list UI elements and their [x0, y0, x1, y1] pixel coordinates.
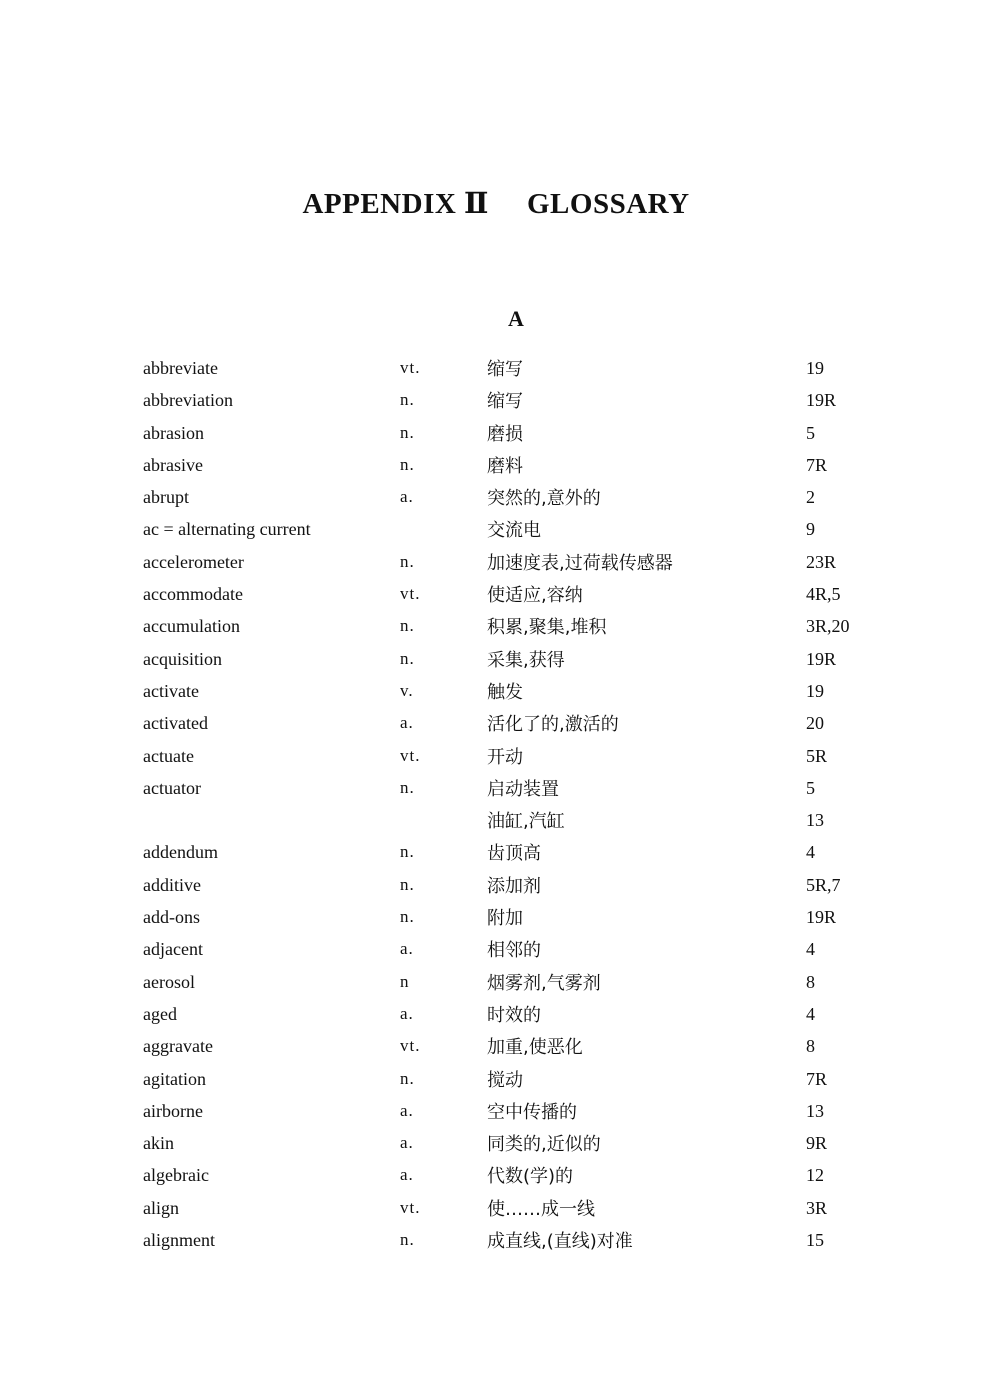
entry-part-of-speech: a. [400, 1003, 414, 1023]
entry-meaning: 烟雾剂,气雾剂 [487, 972, 601, 994]
entry-term: abrupt [143, 487, 189, 508]
entry-term: ac = alternating current [143, 519, 311, 540]
entry-reference: 19 [806, 680, 824, 701]
entry-reference: 8 [806, 1036, 815, 1057]
entry-reference: 13 [806, 810, 824, 831]
entry-part-of-speech: n. [400, 551, 415, 571]
entry-meaning: 代数(学)的 [487, 1166, 574, 1188]
entry-part-of-speech: a. [400, 1165, 414, 1185]
entry-reference: 3R,20 [806, 616, 850, 637]
entry-term: align [143, 1197, 179, 1218]
entry-part-of-speech: vt. [400, 1197, 421, 1217]
entry-part-of-speech: n. [400, 422, 415, 442]
entry-term: alignment [143, 1230, 215, 1251]
section-heading: A [508, 306, 524, 331]
entry-reference: 8 [806, 971, 815, 992]
glossary-entry [0, 1226, 992, 1258]
entry-part-of-speech: vt. [400, 358, 421, 377]
glossary-entry [0, 612, 992, 644]
page-title [0, 186, 992, 221]
entry-term: actuate [143, 745, 194, 766]
glossary-entry [0, 1032, 992, 1064]
glossary-entry [0, 838, 992, 870]
entry-term: accelerometer [143, 551, 244, 572]
entry-part-of-speech: vt. [400, 584, 421, 604]
glossary-entry [0, 1129, 992, 1161]
entry-part-of-speech: n. [400, 648, 415, 668]
entry-term: activate [143, 680, 199, 701]
glossary-entry [0, 903, 992, 935]
entry-meaning: 磨料 [487, 455, 523, 477]
glossary-entry [0, 677, 992, 709]
entry-reference: 5 [806, 422, 815, 443]
entry-meaning: 缩写 [487, 359, 523, 380]
entry-reference: 19R [806, 390, 837, 411]
entry-reference: 4R,5 [806, 584, 841, 605]
glossary-entry [0, 1194, 992, 1226]
glossary-entry [0, 968, 992, 1000]
entry-reference: 9R [806, 1133, 828, 1154]
entry-term: addendum [143, 842, 218, 863]
entry-reference: 5R,7 [806, 874, 841, 895]
entry-meaning: 成直线,(直线)对准 [487, 1231, 633, 1253]
entry-meaning: 磨损 [487, 423, 523, 445]
entry-meaning: 使……成一线 [487, 1198, 595, 1220]
entry-part-of-speech: n. [400, 874, 415, 894]
entry-reference: 19R [806, 907, 837, 928]
entry-part-of-speech: n. [400, 842, 415, 862]
title-glossary: GLOSSARY [527, 188, 690, 220]
entry-reference: 23R [806, 551, 837, 572]
entry-part-of-speech: n [400, 971, 410, 991]
entry-reference: 7R [806, 1068, 828, 1089]
entry-part-of-speech: n. [400, 616, 415, 636]
entry-part-of-speech: n. [400, 777, 415, 797]
entry-part-of-speech: n. [400, 454, 415, 474]
entry-meaning: 采集,获得 [487, 649, 565, 671]
entry-part-of-speech: vt. [400, 1036, 421, 1056]
entry-meaning: 空中传播的 [487, 1101, 577, 1123]
entry-term: aerosol [143, 971, 195, 992]
entry-term: activated [143, 713, 208, 734]
entry-meaning: 缩写 [487, 391, 523, 413]
entry-reference: 5 [806, 777, 815, 798]
entry-part-of-speech: a. [400, 1100, 414, 1120]
entry-part-of-speech: n. [400, 1230, 415, 1250]
entry-reference: 4 [806, 842, 815, 863]
entry-term: abbreviation [143, 390, 233, 411]
entry-term: aged [143, 1003, 177, 1024]
glossary-entry [0, 548, 992, 580]
entry-term: accumulation [143, 616, 240, 637]
entry-meaning: 触发 [487, 681, 523, 703]
entry-part-of-speech: n. [400, 390, 415, 410]
entry-meaning: 启动装置 [487, 778, 559, 800]
entry-meaning: 积累,聚集,堆积 [487, 617, 607, 639]
entry-term: acquisition [143, 648, 222, 669]
glossary-entry [0, 419, 992, 451]
entry-term: airborne [143, 1100, 203, 1121]
glossary-entry [0, 774, 992, 806]
glossary-entry [0, 806, 992, 838]
entry-part-of-speech: n. [400, 907, 415, 927]
glossary-list [0, 354, 992, 1258]
entry-part-of-speech: v. [400, 680, 414, 700]
entry-meaning: 相邻的 [487, 940, 541, 962]
entry-meaning: 交流电 [487, 520, 541, 542]
entry-reference: 15 [806, 1230, 824, 1251]
glossary-entry [0, 742, 992, 774]
entry-meaning: 突然的,意外的 [487, 488, 601, 510]
glossary-entry [0, 645, 992, 677]
entry-reference: 20 [806, 713, 824, 734]
entry-term: agitation [143, 1068, 206, 1089]
entry-part-of-speech: a. [400, 487, 414, 507]
entry-term: add-ons [143, 907, 200, 928]
entry-reference: 2 [806, 487, 815, 508]
glossary-entry [0, 1065, 992, 1097]
entry-reference: 13 [806, 1100, 824, 1121]
entry-reference: 19R [806, 648, 837, 669]
entry-meaning: 附加 [487, 908, 523, 930]
entry-reference: 4 [806, 939, 815, 960]
glossary-entry [0, 1161, 992, 1193]
entry-reference: 19 [806, 358, 824, 378]
entry-part-of-speech: n. [400, 1068, 415, 1088]
entry-term: actuator [143, 777, 201, 798]
entry-term: accommodate [143, 584, 243, 605]
entry-meaning: 同类的,近似的 [487, 1134, 601, 1156]
entry-part-of-speech: a. [400, 713, 414, 733]
entry-term: abbreviate [143, 358, 218, 378]
entry-meaning: 搅动 [487, 1069, 523, 1091]
entry-reference: 9 [806, 519, 815, 540]
entry-term: additive [143, 874, 201, 895]
entry-meaning: 活化了的,激活的 [487, 714, 619, 736]
entry-meaning: 加速度表,过荷载传感器 [487, 552, 673, 574]
entry-reference: 4 [806, 1003, 815, 1024]
entry-meaning: 油缸,汽缸 [487, 811, 565, 833]
entry-term: algebraic [143, 1165, 209, 1186]
glossary-entry [0, 386, 992, 418]
entry-meaning: 使适应,容纳 [487, 585, 583, 607]
entry-term: akin [143, 1133, 174, 1154]
entry-reference: 5R [806, 745, 828, 766]
entry-term: adjacent [143, 939, 203, 960]
glossary-entry [0, 1097, 992, 1129]
title-appendix: APPENDIX Ⅱ [302, 188, 489, 220]
entry-term: aggravate [143, 1036, 213, 1057]
entry-part-of-speech: vt. [400, 745, 421, 765]
entry-reference: 12 [806, 1165, 824, 1186]
glossary-entry [0, 354, 992, 386]
glossary-entry [0, 871, 992, 903]
entry-meaning: 添加剂 [487, 875, 541, 897]
glossary-entry [0, 483, 992, 515]
entry-meaning: 加重,使恶化 [487, 1037, 583, 1059]
glossary-entry [0, 451, 992, 483]
glossary-entry [0, 935, 992, 967]
entry-part-of-speech: a. [400, 1133, 414, 1153]
entry-reference: 7R [806, 454, 828, 475]
glossary-entry [0, 580, 992, 612]
entry-part-of-speech: a. [400, 939, 414, 959]
entry-meaning: 齿顶高 [487, 843, 541, 865]
entry-meaning: 时效的 [487, 1004, 541, 1026]
entry-term: abrasive [143, 454, 203, 475]
entry-reference: 3R [806, 1197, 828, 1218]
entry-term: abrasion [143, 422, 204, 443]
glossary-entry [0, 709, 992, 741]
entry-meaning: 开动 [487, 746, 523, 768]
glossary-entry [0, 515, 992, 547]
glossary-entry [0, 1000, 992, 1032]
